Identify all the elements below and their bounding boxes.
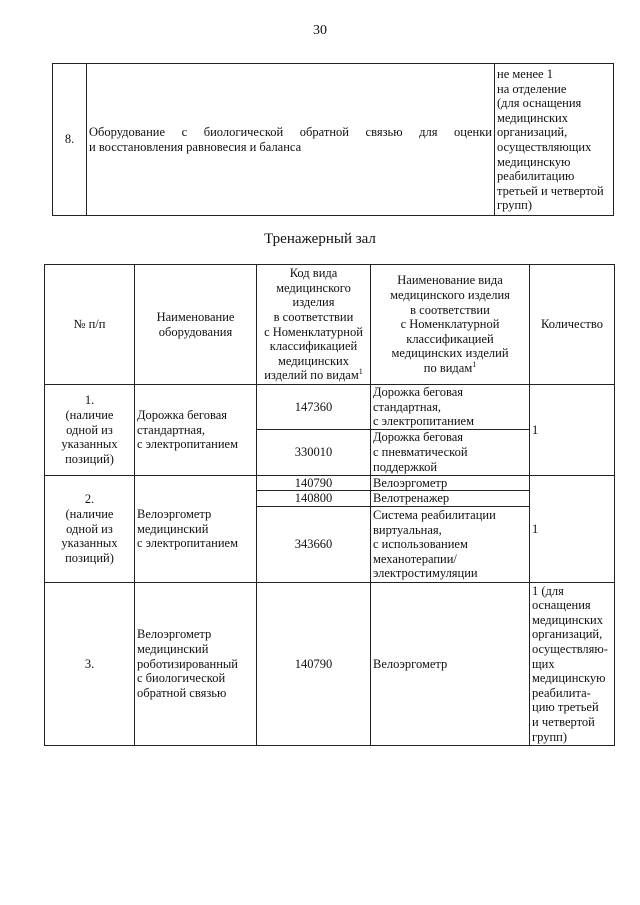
header-kind-name (371, 265, 530, 385)
table-row (53, 64, 614, 216)
quantity-cell: не менее 1 на отделение (для оснащения медицинских организаций, осуществляющих медицинскую реабилитацию третьей и четвертой групп) (495, 64, 614, 216)
group-number: 1. (наличие одной из указанных позиций) (45, 385, 135, 476)
footnote-mark: 1 (472, 359, 477, 369)
group-equipment: Дорожка беговая стандартная, с электропитанием (135, 385, 257, 476)
table-row (45, 475, 615, 491)
item-name: Система реабилитации виртуальная, с использованием механотерапии/ электростимуляции (371, 506, 530, 582)
group-quantity: 1 (530, 475, 615, 582)
header-quantity: Количество (530, 265, 615, 385)
header-row (45, 265, 615, 385)
header-kind-name-text: Наименование вида медицинского изделия в соответствии с Номенклатурной классификацией медицинских изделий по видам (390, 273, 510, 375)
item-code: 343660 (257, 506, 371, 582)
header-number: № п/п (45, 265, 135, 385)
group-number: 3. (45, 582, 135, 745)
page-number: 30 (313, 23, 327, 38)
row-number: 8. (53, 64, 87, 216)
group-equipment: Велоэргометр медицинский с электропитанием (135, 475, 257, 582)
equipment-table-continued (52, 63, 614, 216)
equipment-name-line-2: и восстановления равновесия и баланса (89, 139, 302, 154)
equipment-name-line-1: Оборудование с биологической обратной связью для оценки (89, 124, 492, 139)
item-name: Велоэргометр (371, 582, 530, 745)
group-equipment: Велоэргометр медицинский роботизированный с биологической обратной связью (135, 582, 257, 745)
group-quantity: 1 (530, 385, 615, 476)
header-code (257, 265, 371, 385)
gym-equipment-table (44, 264, 615, 746)
header-code-text: Код вида медицинского изделия в соответствии с Номенклатурной классификацией медицинских изделий по видам (264, 266, 363, 383)
item-name: Велотренажер (371, 491, 530, 507)
table-row (45, 582, 615, 745)
item-name: Дорожка беговая стандартная, с электропитанием (371, 385, 530, 430)
item-name: Дорожка беговая с пневматической поддержкой (371, 429, 530, 475)
section-title: Тренажерный зал (264, 231, 376, 247)
item-code: 140800 (257, 491, 371, 507)
footnote-mark: 1 (358, 367, 363, 377)
table-row (45, 385, 615, 430)
item-code: 140790 (257, 582, 371, 745)
item-code: 147360 (257, 385, 371, 430)
group-quantity: 1 (для оснащения медицинских организаций, осуществляю- щих медицинскую реабилита- цию третьей и четвертой групп) (530, 582, 615, 745)
header-equipment: Наименование оборудования (135, 265, 257, 385)
item-code: 330010 (257, 429, 371, 475)
equipment-name (87, 64, 495, 216)
item-name: Велоэргометр (371, 475, 530, 491)
item-code: 140790 (257, 475, 371, 491)
group-number: 2. (наличие одной из указанных позиций) (45, 475, 135, 582)
